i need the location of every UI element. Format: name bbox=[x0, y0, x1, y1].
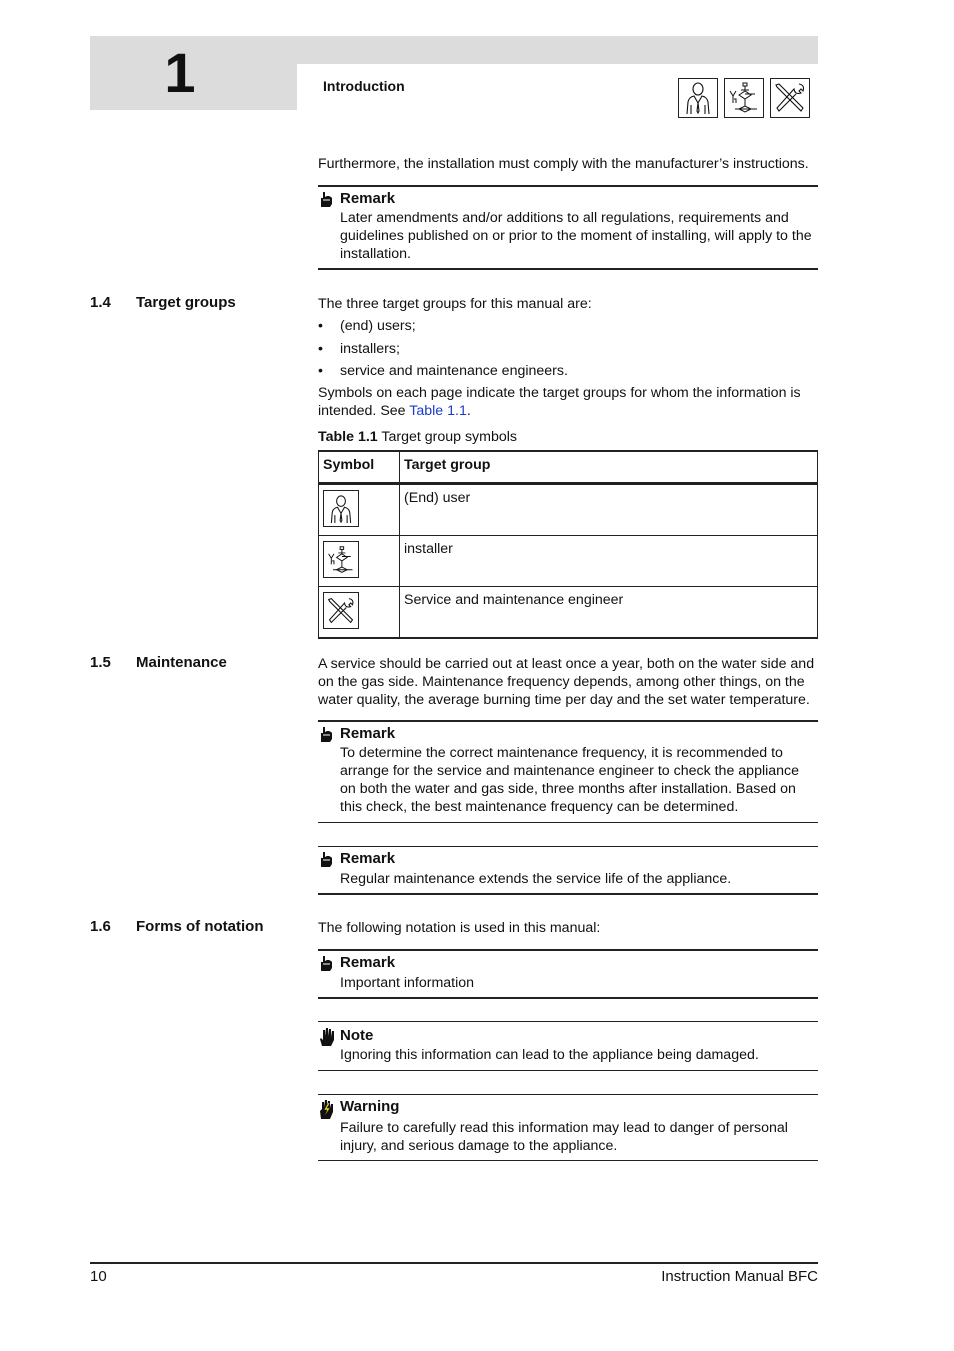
table-header-symbol: Symbol bbox=[319, 451, 400, 484]
list-item: • service and maintenance engineers. bbox=[318, 362, 818, 385]
warning-top-rule bbox=[318, 1094, 818, 1095]
remark-2-hand-icon bbox=[318, 725, 334, 748]
remark-2-top-rule bbox=[318, 720, 818, 722]
target-groups-list bbox=[318, 317, 818, 385]
section-1-5-title: Maintenance bbox=[136, 654, 227, 671]
remark-3-title: Remark bbox=[340, 850, 396, 867]
table-row bbox=[319, 536, 818, 587]
remark-2-title: Remark bbox=[340, 725, 396, 742]
table-cell-group: installer bbox=[400, 536, 818, 587]
installer-icon bbox=[724, 78, 764, 118]
table-header-row bbox=[319, 451, 818, 484]
table-header-target-group: Target group bbox=[400, 451, 818, 484]
remark-2-body: To determine the correct maintenance frequency, it is recommended to arrange for the service and maintenance engineer to check the appliance on both the water and gas side, three months after installation. Based on this check, the best maintenance frequency can be determined. bbox=[340, 745, 800, 815]
table-caption bbox=[318, 428, 818, 446]
maintenance-paragraph: A service should be carried out at least once a year, both on the water side and on the gas side. Maintenance frequency depends, among other things, on the water quality, the average burning time per day and the set water temperature. bbox=[318, 656, 815, 708]
service-engineer-icon bbox=[323, 592, 359, 629]
warning-lightning-icon bbox=[318, 1098, 336, 1125]
section-1-5-number: 1.5 bbox=[90, 654, 111, 671]
header-target-icons bbox=[678, 78, 810, 118]
notation-remark-hand-icon bbox=[318, 954, 334, 977]
installer-icon bbox=[323, 541, 359, 578]
notation-remark-top-rule bbox=[318, 949, 818, 951]
remark-2-bottom-rule bbox=[318, 822, 818, 823]
notation-remark-title: Remark bbox=[340, 954, 396, 971]
intro-paragraph: Furthermore, the installation must comply with the manufacturer’s instructions. bbox=[318, 156, 809, 172]
user-icon bbox=[323, 490, 359, 527]
symbols-paragraph bbox=[318, 384, 818, 420]
list-item: • (end) users; bbox=[318, 317, 818, 340]
manual-title: Instruction Manual BFC bbox=[661, 1268, 818, 1285]
remark-3-hand-icon bbox=[318, 850, 334, 873]
footer-rule bbox=[90, 1262, 818, 1264]
table-row bbox=[319, 484, 818, 536]
notation-remark-body: Important information bbox=[340, 975, 475, 991]
notation-remark-bottom-rule bbox=[318, 997, 818, 999]
target-group-table bbox=[318, 450, 818, 639]
table-cell-symbol bbox=[319, 587, 400, 639]
table-caption-text: Target group symbols bbox=[377, 429, 517, 445]
chapter-title: Introduction bbox=[323, 78, 405, 94]
notation-lead: The following notation is used in this manual: bbox=[318, 920, 601, 936]
symbols-text: Symbols on each page indicate the target groups for whom the information is intended. See bbox=[318, 385, 801, 419]
remark-3-body: Regular maintenance extends the service life of the appliance. bbox=[340, 871, 732, 887]
table-cell-group: Service and maintenance engineer bbox=[400, 587, 818, 639]
stop-hand-icon bbox=[318, 1027, 336, 1052]
remark-1-hand-icon bbox=[318, 190, 334, 213]
page-number: 10 bbox=[90, 1268, 107, 1285]
table-1-1-link[interactable]: Table 1.1 bbox=[409, 403, 467, 419]
table-row bbox=[319, 587, 818, 639]
section-1-4-title: Target groups bbox=[136, 294, 236, 311]
remark-1-bottom-rule bbox=[318, 268, 818, 270]
table-cell-symbol bbox=[319, 536, 400, 587]
list-item: • installers; bbox=[318, 340, 818, 363]
remark-3-top-rule bbox=[318, 846, 818, 847]
remark-3-bottom-rule bbox=[318, 893, 818, 895]
note-top-rule bbox=[318, 1021, 818, 1022]
warning-title: Warning bbox=[340, 1098, 400, 1115]
user-icon bbox=[678, 78, 718, 118]
remark-1-top-rule bbox=[318, 185, 818, 187]
symbols-end: . bbox=[466, 403, 471, 419]
note-body: Ignoring this information can lead to the appliance being damaged. bbox=[340, 1047, 759, 1063]
table-caption-label: Table 1.1 bbox=[318, 429, 378, 445]
note-bottom-rule bbox=[318, 1070, 818, 1071]
remark-1-body: Later amendments and/or additions to all regulations, requirements and guidelines published on or prior to the moment of installing, will apply to the installation. bbox=[340, 210, 812, 262]
section-1-6-title: Forms of notation bbox=[136, 918, 264, 935]
warning-bottom-rule bbox=[318, 1160, 818, 1161]
warning-body: Failure to carefully read this information may lead to danger of personal injury, and serious damage to the appliance. bbox=[340, 1120, 788, 1154]
target-groups-lead: The three target groups for this manual are: bbox=[318, 296, 592, 312]
chapter-number: 1 bbox=[164, 41, 196, 104]
service-engineer-icon bbox=[770, 78, 810, 118]
section-1-4-number: 1.4 bbox=[90, 294, 111, 311]
table-cell-group: (End) user bbox=[400, 484, 818, 536]
section-1-6-number: 1.6 bbox=[90, 918, 111, 935]
note-title: Note bbox=[340, 1027, 374, 1044]
remark-1-title: Remark bbox=[340, 190, 396, 207]
table-cell-symbol bbox=[319, 484, 400, 536]
